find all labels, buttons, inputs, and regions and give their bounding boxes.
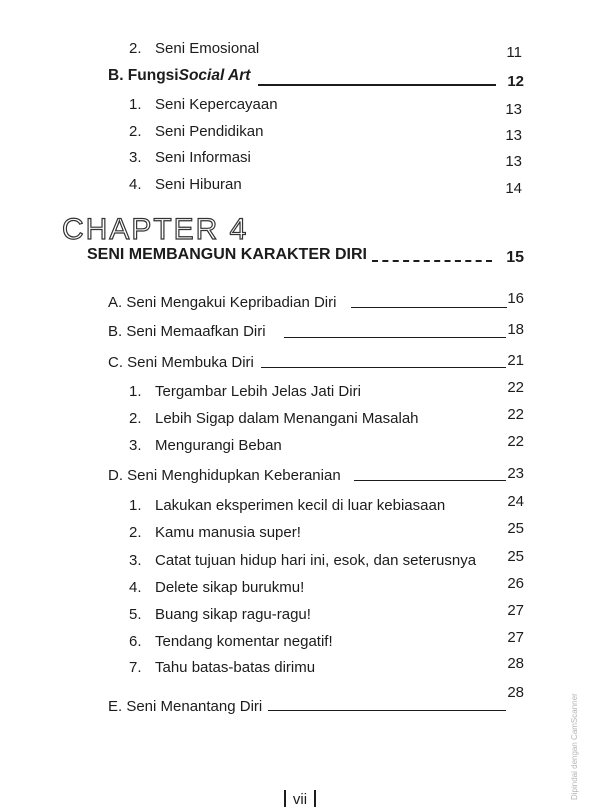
entry-label: Seni Emosional	[155, 40, 260, 57]
entry-number: 2.	[129, 123, 142, 140]
toc-section-entry	[108, 316, 266, 340]
page-number: vii	[292, 791, 308, 808]
entry-label: D. Seni Menghidupkan Keberanian	[108, 467, 341, 484]
entry-number: 1.	[129, 497, 142, 514]
chapter-title: SENI MEMBANGUN KARAKTER DIRI	[87, 246, 367, 263]
entry-page: 11	[506, 44, 522, 61]
entry-page: 23	[507, 465, 524, 482]
entry-label: Tergambar Lebih Jelas Jati Diri	[155, 383, 361, 400]
entry-label: Catat tujuan hidup hari ini, esok, dan seterusnya	[155, 552, 477, 569]
entry-label: Buang sikap ragu-ragu!	[155, 606, 311, 623]
chapter-heading: CHAPTER 4	[62, 213, 249, 246]
entry-number: 3.	[129, 552, 142, 569]
entry-page: 18	[507, 321, 524, 338]
entry-number: 4.	[129, 579, 142, 596]
entry-label: E. Seni Menantang Diri	[108, 698, 263, 715]
divider	[284, 790, 286, 807]
toc-entry	[129, 403, 419, 427]
toc-section-entry	[108, 61, 250, 85]
toc-section-entry	[108, 287, 336, 311]
entry-page: 28	[507, 684, 524, 701]
entry-page: 14	[505, 180, 522, 197]
entry-number: 5.	[129, 606, 142, 623]
toc-entry	[129, 116, 263, 140]
entry-label: Seni Hiburan	[155, 176, 242, 193]
entry-page: 21	[507, 352, 524, 369]
entry-page: 27	[507, 602, 524, 619]
entry-number: 4.	[129, 176, 142, 193]
entry-label: Lebih Sigap dalam Menangani Masalah	[155, 410, 419, 427]
toc-entry	[129, 599, 311, 623]
entry-number: 1.	[129, 383, 142, 400]
entry-page: 24	[507, 493, 524, 510]
toc-section-entry	[108, 460, 341, 484]
toc-entry	[129, 169, 242, 193]
entry-label: A. Seni Mengakui Kepribadian Diri	[108, 294, 337, 311]
entry-number: 6.	[129, 633, 142, 650]
page-footer	[0, 790, 600, 808]
toc-entry	[129, 430, 282, 454]
entry-label: B. Fungsi	[108, 67, 179, 84]
toc-entry	[129, 142, 251, 166]
entry-label: Seni Informasi	[155, 149, 251, 166]
entry-page: 22	[507, 406, 524, 423]
entry-number: 2.	[129, 40, 142, 57]
entry-page: 27	[507, 629, 524, 646]
toc-entry	[129, 376, 361, 400]
entry-label: C. Seni Membuka Diri	[108, 354, 254, 371]
entry-page: 13	[505, 153, 522, 170]
entry-page: 22	[507, 379, 524, 396]
toc-entry	[129, 545, 476, 569]
entry-label: Mengurangi Beban	[155, 437, 282, 454]
toc-entry	[129, 626, 333, 650]
entry-label: Seni Kepercayaan	[155, 96, 278, 113]
leader-line	[258, 84, 496, 86]
entry-number: 1.	[129, 96, 142, 113]
entry-page: 26	[507, 575, 524, 592]
toc-entry	[129, 517, 301, 541]
entry-label: Tendang komentar negatif!	[155, 633, 333, 650]
toc-section-entry	[108, 347, 254, 371]
toc-entry	[129, 652, 315, 676]
entry-label: Seni Pendidikan	[155, 123, 264, 140]
scanner-watermark: Dipindai dengan CamScanner	[570, 693, 579, 800]
entry-number: 2.	[129, 410, 142, 427]
toc-entry	[129, 89, 278, 113]
toc-section-entry	[108, 691, 262, 715]
leader-line	[261, 367, 506, 368]
toc-entry	[129, 33, 259, 57]
leader-line	[284, 337, 506, 338]
entry-number: 7.	[129, 659, 142, 676]
entry-label: Kamu manusia super!	[155, 524, 301, 541]
leader-line	[268, 710, 506, 711]
entry-label: B. Seni Memaafkan Diri	[108, 323, 266, 340]
divider	[314, 790, 316, 807]
entry-page: 25	[507, 548, 524, 565]
entry-page: 16	[507, 290, 524, 307]
toc-entry	[129, 572, 304, 596]
chapter-page: 15	[506, 249, 524, 266]
leader-line	[351, 307, 507, 308]
entry-page: 22	[507, 433, 524, 450]
entry-page: 25	[507, 520, 524, 537]
entry-number: 2.	[129, 524, 142, 541]
entry-page: 28	[507, 655, 524, 672]
entry-page: 13	[505, 127, 522, 144]
entry-page: 13	[505, 101, 522, 118]
entry-label: Tahu batas-batas dirimu	[155, 659, 316, 676]
entry-label-italic: Social Art	[178, 67, 251, 84]
entry-label: Delete sikap burukmu!	[155, 579, 305, 596]
entry-number: 3.	[129, 149, 142, 166]
entry-page: 12	[507, 73, 524, 90]
entry-number: 3.	[129, 437, 142, 454]
entry-label: Lakukan eksperimen kecil di luar kebiasaan	[155, 497, 446, 514]
leader-line	[372, 260, 492, 262]
toc-entry	[129, 490, 445, 514]
